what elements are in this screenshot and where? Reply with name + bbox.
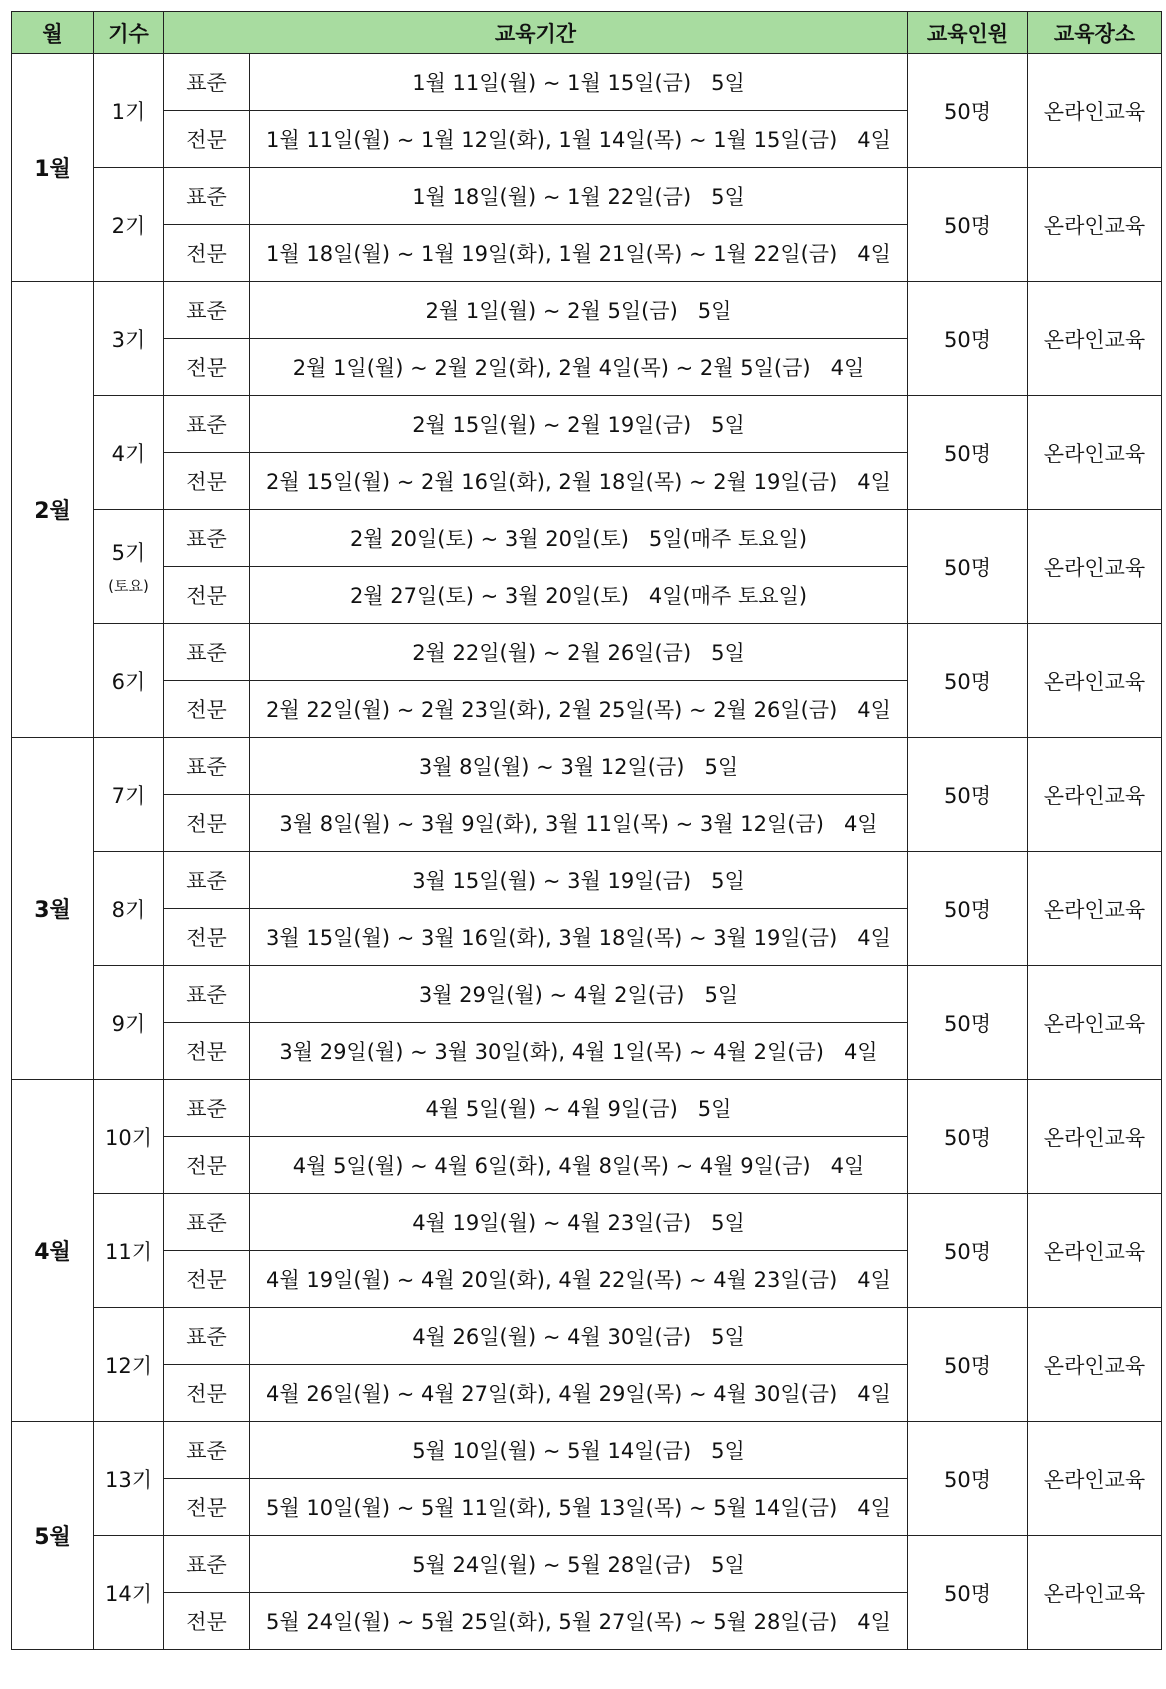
batch-label: 12기 — [104, 1353, 152, 1378]
period-cell: 3월 15일(월) ~ 3월 19일(금) 5일 — [250, 852, 908, 909]
place-cell: 온라인교육 — [1028, 1308, 1162, 1422]
course-type-cell: 표준 — [164, 966, 250, 1023]
period-cell: 4월 5일(월) ~ 4월 9일(금) 5일 — [250, 1080, 908, 1137]
place-cell: 온라인교육 — [1028, 966, 1162, 1080]
header-batch: 기수 — [94, 12, 164, 54]
course-type-cell: 전문 — [164, 339, 250, 396]
period-cell: 2월 15일(월) ~ 2월 19일(금) 5일 — [250, 396, 908, 453]
batch-label: 11기 — [104, 1239, 152, 1264]
period-cell: 4월 5일(월) ~ 4월 6일(화), 4월 8일(목) ~ 4월 9일(금) 4일 — [250, 1137, 908, 1194]
period-cell: 1월 11일(월) ~ 1월 12일(화), 1월 14일(목) ~ 1월 15일(금) 4일 — [250, 111, 908, 168]
course-type-cell: 표준 — [164, 1536, 250, 1593]
table-row — [12, 1308, 1162, 1365]
table-row — [12, 168, 1162, 225]
course-type-cell: 표준 — [164, 1080, 250, 1137]
place-cell: 온라인교육 — [1028, 1080, 1162, 1194]
course-type-cell: 전문 — [164, 453, 250, 510]
batch-cell — [94, 54, 164, 168]
batch-label: 3기 — [111, 327, 146, 352]
header-place: 교육장소 — [1028, 12, 1162, 54]
batch-label: 5기 — [111, 541, 146, 565]
course-type-cell: 표준 — [164, 54, 250, 111]
course-type-cell: 전문 — [164, 1365, 250, 1422]
table-row — [12, 282, 1162, 339]
batch-label: 13기 — [104, 1467, 152, 1492]
schedule-table — [11, 11, 1162, 1650]
course-type-cell: 전문 — [164, 795, 250, 852]
batch-cell — [94, 738, 164, 852]
period-cell: 3월 29일(월) ~ 3월 30일(화), 4월 1일(목) ~ 4월 2일(금) 4일 — [250, 1023, 908, 1080]
period-cell: 2월 22일(월) ~ 2월 23일(화), 2월 25일(목) ~ 2월 26일(금) 4일 — [250, 681, 908, 738]
place-cell: 온라인교육 — [1028, 510, 1162, 624]
period-cell: 2월 22일(월) ~ 2월 26일(금) 5일 — [250, 624, 908, 681]
table-row — [12, 738, 1162, 795]
count-cell: 50명 — [908, 1536, 1028, 1650]
month-cell: 1월 — [12, 54, 94, 282]
batch-label: 4기 — [111, 441, 146, 466]
place-cell: 온라인교육 — [1028, 738, 1162, 852]
batch-sub-label: (토요) — [108, 577, 149, 595]
course-type-cell: 표준 — [164, 1308, 250, 1365]
table-row — [12, 852, 1162, 909]
course-type-cell: 전문 — [164, 1479, 250, 1536]
period-cell: 4월 19일(월) ~ 4월 23일(금) 5일 — [250, 1194, 908, 1251]
count-cell: 50명 — [908, 282, 1028, 396]
table-row — [12, 54, 1162, 111]
batch-cell — [94, 1080, 164, 1194]
course-type-cell: 표준 — [164, 1194, 250, 1251]
period-cell: 1월 11일(월) ~ 1월 15일(금) 5일 — [250, 54, 908, 111]
count-cell: 50명 — [908, 396, 1028, 510]
count-cell: 50명 — [908, 1080, 1028, 1194]
course-type-cell: 표준 — [164, 282, 250, 339]
batch-cell — [94, 624, 164, 738]
course-type-cell: 전문 — [164, 909, 250, 966]
batch-cell — [94, 1308, 164, 1422]
count-cell: 50명 — [908, 852, 1028, 966]
place-cell: 온라인교육 — [1028, 282, 1162, 396]
header-row — [12, 12, 1162, 54]
course-type-cell: 표준 — [164, 624, 250, 681]
period-cell: 5월 10일(월) ~ 5월 14일(금) 5일 — [250, 1422, 908, 1479]
batch-label: 10기 — [104, 1125, 152, 1150]
period-cell: 2월 27일(토) ~ 3월 20일(토) 4일(매주 토요일) — [250, 567, 908, 624]
period-cell: 1월 18일(월) ~ 1월 19일(화), 1월 21일(목) ~ 1월 22일(금) 4일 — [250, 225, 908, 282]
header-month: 월 — [12, 12, 94, 54]
period-cell: 5월 24일(월) ~ 5월 25일(화), 5월 27일(목) ~ 5월 28일(금) 4일 — [250, 1593, 908, 1650]
batch-cell — [94, 1536, 164, 1650]
table-row — [12, 1194, 1162, 1251]
month-cell: 2월 — [12, 282, 94, 738]
place-cell: 온라인교육 — [1028, 396, 1162, 510]
batch-cell — [94, 852, 164, 966]
period-cell: 2월 20일(토) ~ 3월 20일(토) 5일(매주 토요일) — [250, 510, 908, 567]
period-cell: 1월 18일(월) ~ 1월 22일(금) 5일 — [250, 168, 908, 225]
place-cell: 온라인교육 — [1028, 54, 1162, 168]
count-cell: 50명 — [908, 1194, 1028, 1308]
period-cell: 5월 24일(월) ~ 5월 28일(금) 5일 — [250, 1536, 908, 1593]
period-cell: 3월 29일(월) ~ 4월 2일(금) 5일 — [250, 966, 908, 1023]
month-cell: 3월 — [12, 738, 94, 1080]
course-type-cell: 표준 — [164, 1422, 250, 1479]
batch-cell — [94, 282, 164, 396]
period-cell: 4월 26일(월) ~ 4월 27일(화), 4월 29일(목) ~ 4월 30일(금) 4일 — [250, 1365, 908, 1422]
course-type-cell: 표준 — [164, 168, 250, 225]
course-type-cell: 전문 — [164, 1251, 250, 1308]
course-type-cell: 표준 — [164, 852, 250, 909]
period-cell: 3월 15일(월) ~ 3월 16일(화), 3월 18일(목) ~ 3월 19일(금) 4일 — [250, 909, 908, 966]
place-cell: 온라인교육 — [1028, 168, 1162, 282]
period-cell: 4월 19일(월) ~ 4월 20일(화), 4월 22일(목) ~ 4월 23일(금) 4일 — [250, 1251, 908, 1308]
count-cell: 50명 — [908, 966, 1028, 1080]
batch-label: 8기 — [111, 897, 146, 922]
batch-cell — [94, 168, 164, 282]
count-cell: 50명 — [908, 1308, 1028, 1422]
batch-label: 2기 — [111, 213, 146, 238]
place-cell: 온라인교육 — [1028, 1536, 1162, 1650]
month-cell: 5월 — [12, 1422, 94, 1650]
course-type-cell: 전문 — [164, 225, 250, 282]
batch-cell — [94, 396, 164, 510]
table-row — [12, 1422, 1162, 1479]
course-type-cell: 표준 — [164, 510, 250, 567]
course-type-cell: 표준 — [164, 396, 250, 453]
month-cell: 4월 — [12, 1080, 94, 1422]
batch-label: 14기 — [104, 1581, 152, 1606]
batch-cell — [94, 1194, 164, 1308]
table-row — [12, 510, 1162, 567]
count-cell: 50명 — [908, 1422, 1028, 1536]
batch-label: 6기 — [111, 669, 146, 694]
batch-label: 1기 — [111, 99, 146, 124]
batch-cell — [94, 1422, 164, 1536]
batch-label: 7기 — [111, 783, 146, 808]
header-count: 교육인원 — [908, 12, 1028, 54]
course-type-cell: 전문 — [164, 111, 250, 168]
period-cell: 4월 26일(월) ~ 4월 30일(금) 5일 — [250, 1308, 908, 1365]
table-row — [12, 1080, 1162, 1137]
count-cell: 50명 — [908, 624, 1028, 738]
count-cell: 50명 — [908, 54, 1028, 168]
course-type-cell: 전문 — [164, 1593, 250, 1650]
header-period: 교육기간 — [164, 12, 908, 54]
table-row — [12, 396, 1162, 453]
table-row — [12, 966, 1162, 1023]
place-cell: 온라인교육 — [1028, 624, 1162, 738]
batch-cell — [94, 510, 164, 624]
place-cell: 온라인교육 — [1028, 1422, 1162, 1536]
period-cell: 2월 1일(월) ~ 2월 5일(금) 5일 — [250, 282, 908, 339]
table-row — [12, 1536, 1162, 1593]
table-row — [12, 624, 1162, 681]
period-cell: 5월 10일(월) ~ 5월 11일(화), 5월 13일(목) ~ 5월 14일(금) 4일 — [250, 1479, 908, 1536]
place-cell: 온라인교육 — [1028, 1194, 1162, 1308]
batch-label: 9기 — [111, 1011, 146, 1036]
period-cell: 3월 8일(월) ~ 3월 9일(화), 3월 11일(목) ~ 3월 12일(금) 4일 — [250, 795, 908, 852]
batch-cell — [94, 966, 164, 1080]
period-cell: 2월 1일(월) ~ 2월 2일(화), 2월 4일(목) ~ 2월 5일(금) 4일 — [250, 339, 908, 396]
course-type-cell: 전문 — [164, 567, 250, 624]
count-cell: 50명 — [908, 510, 1028, 624]
schedule-body — [12, 54, 1162, 1650]
count-cell: 50명 — [908, 738, 1028, 852]
period-cell: 2월 15일(월) ~ 2월 16일(화), 2월 18일(목) ~ 2월 19일(금) 4일 — [250, 453, 908, 510]
course-type-cell: 전문 — [164, 681, 250, 738]
period-cell: 3월 8일(월) ~ 3월 12일(금) 5일 — [250, 738, 908, 795]
course-type-cell: 전문 — [164, 1023, 250, 1080]
course-type-cell: 전문 — [164, 1137, 250, 1194]
course-type-cell: 표준 — [164, 738, 250, 795]
count-cell: 50명 — [908, 168, 1028, 282]
place-cell: 온라인교육 — [1028, 852, 1162, 966]
